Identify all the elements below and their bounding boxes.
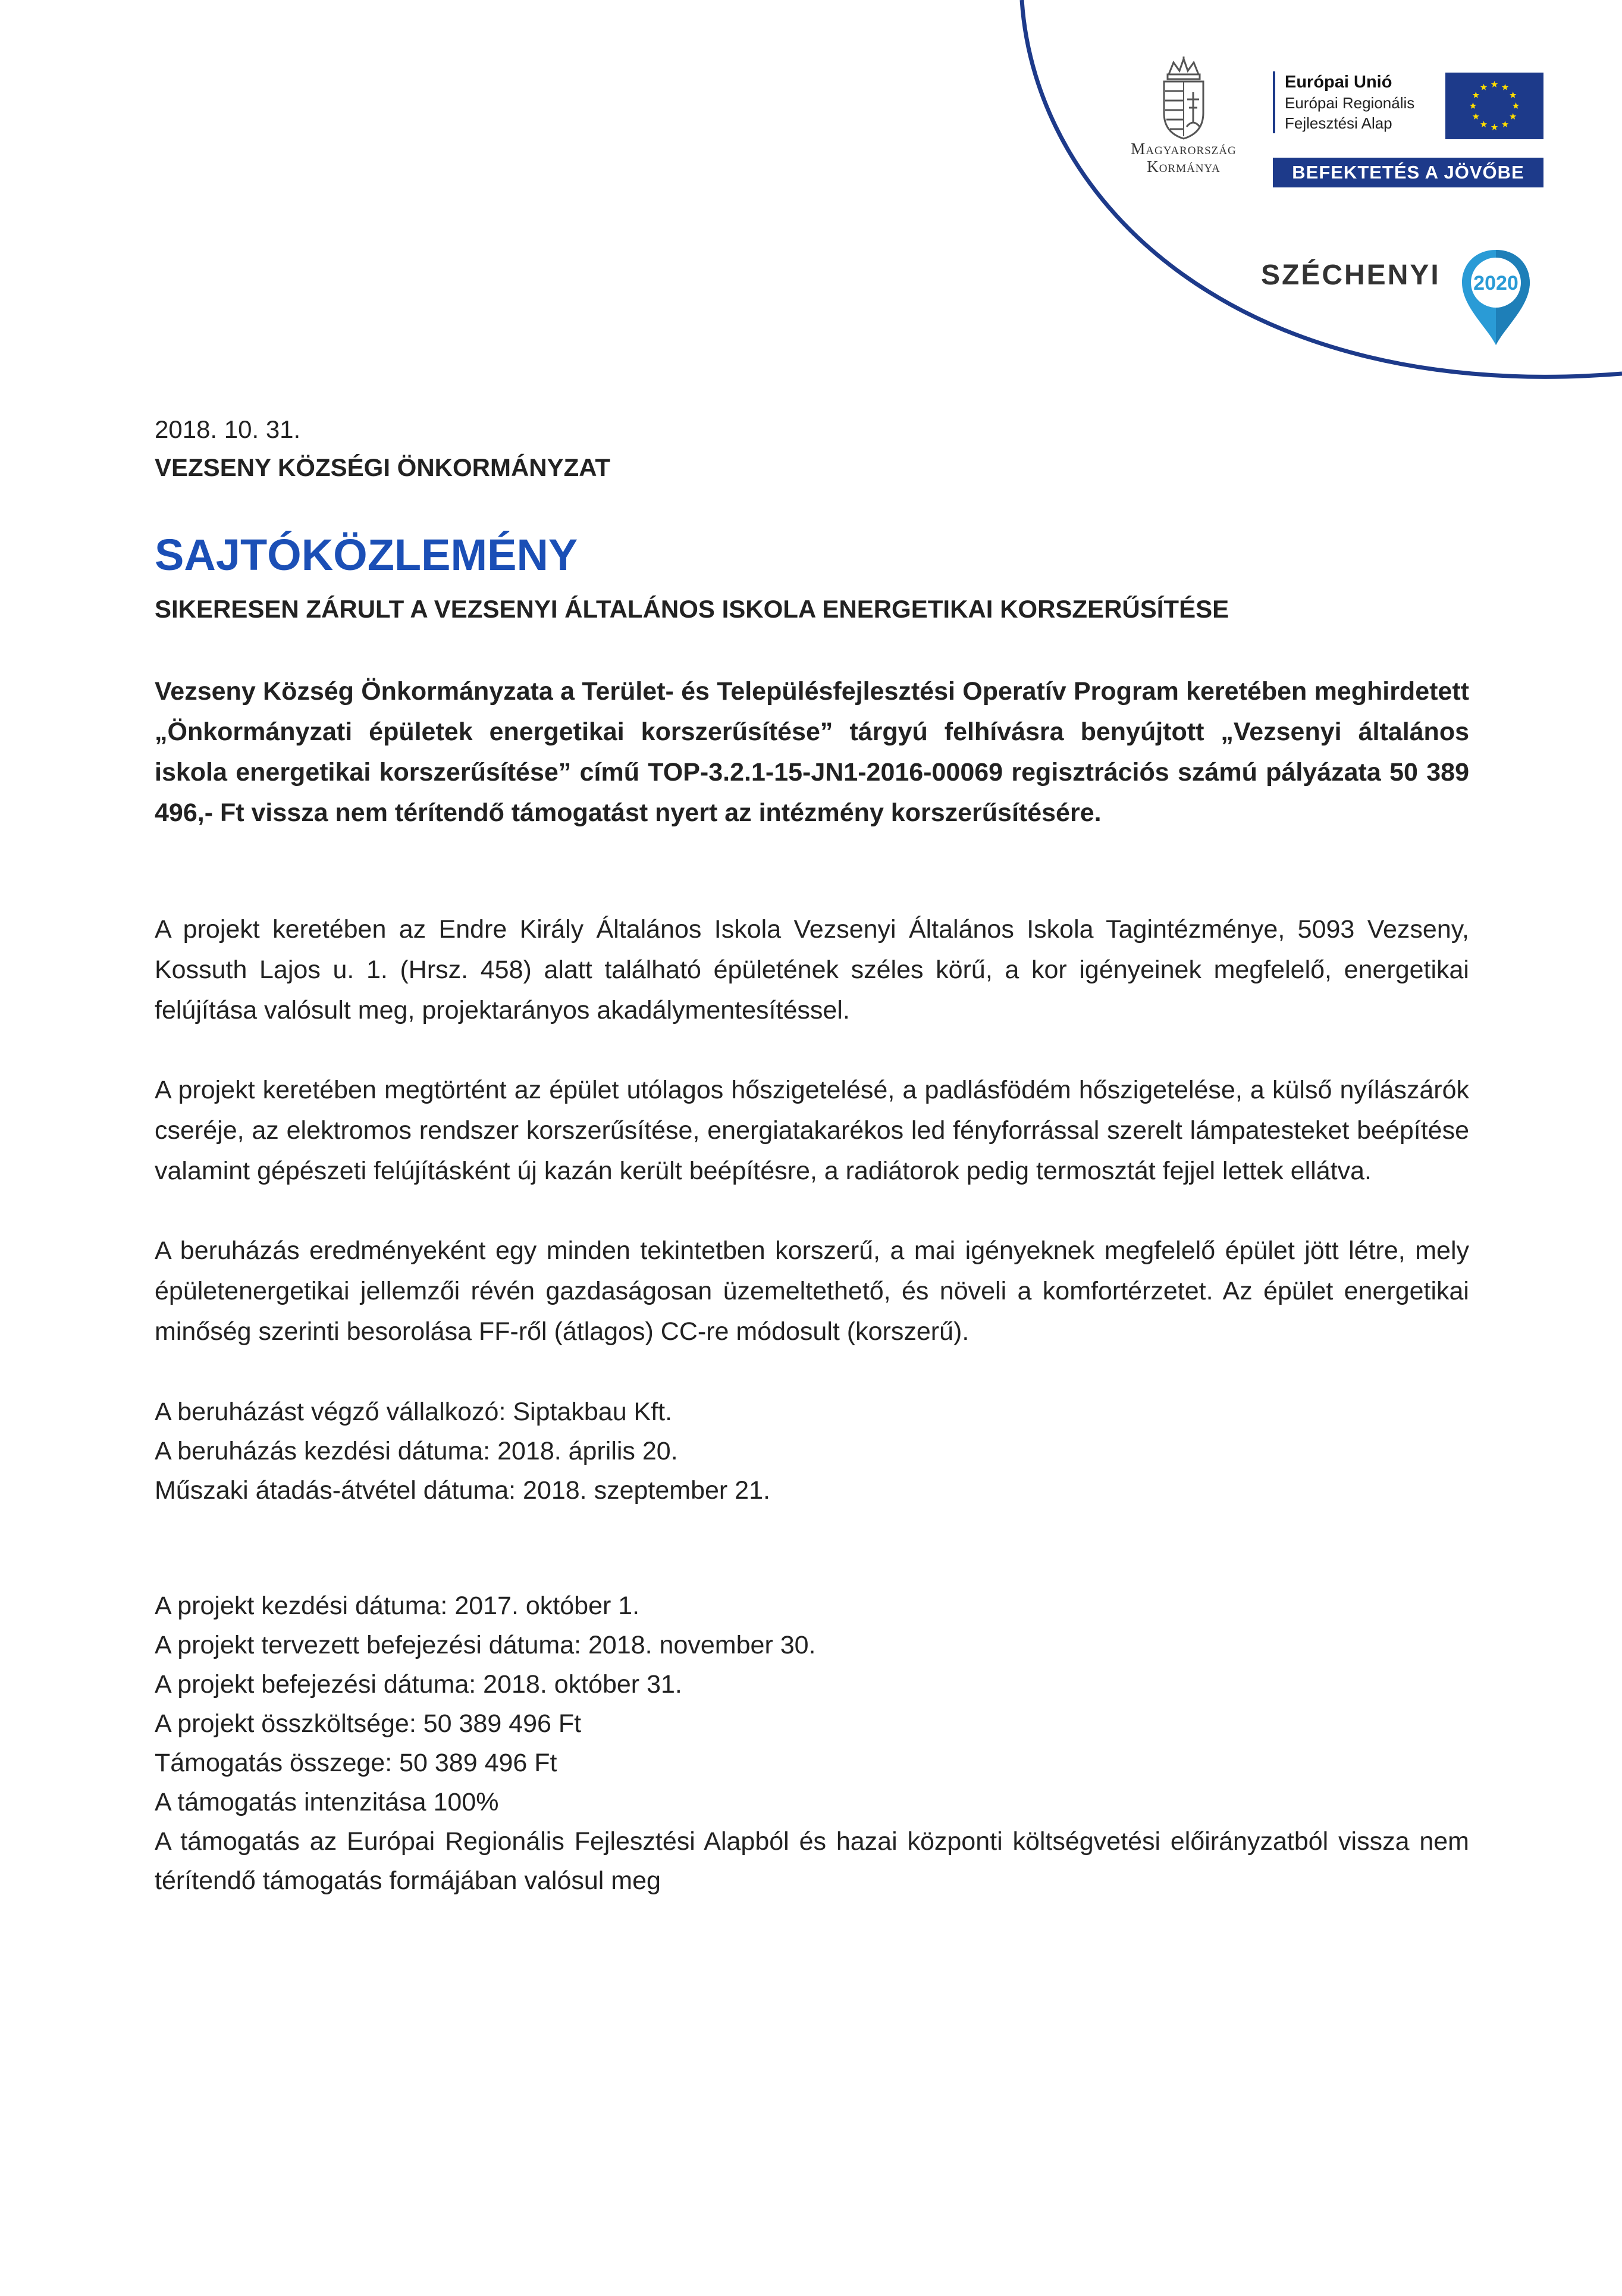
issuer: VEZSENY KÖZSÉGI ÖNKORMÁNYZAT bbox=[155, 453, 611, 481]
gov-logo-line1: Magyarország bbox=[1131, 140, 1237, 158]
eu-title: Európai Unió bbox=[1285, 73, 1392, 92]
szechenyi-wordmark: SZÉCHENYI bbox=[1261, 259, 1441, 291]
press-release bbox=[155, 411, 1469, 1900]
eu-flag-icon bbox=[1445, 73, 1543, 139]
eu-star bbox=[1473, 92, 1479, 98]
eu-star bbox=[1502, 84, 1508, 90]
info-line: A beruházás kezdési dátuma: 2018. április 20. bbox=[155, 1437, 678, 1465]
info-line: A projekt kezdési dátuma: 2017. október 1. bbox=[155, 1592, 640, 1620]
map-pin-icon bbox=[1457, 247, 1535, 348]
info-line: Műszaki átadás-átvétel dátuma: 2018. szeptember 21. bbox=[155, 1476, 770, 1505]
info-line: A projekt összköltsége: 50 389 496 Ft bbox=[155, 1709, 582, 1738]
lead-paragraph: Vezseny Község Önkormányzata a Terület- és Településfejlesztési Operatív Program keretében meghirdetett „Önkormányzati épületek energetikai korszerűsítése” tárgyú felhívásra benyújtott „Vezsenyi általános iskola energetikai korszerűsítése” című TOP-3.2.1-15-JN1-2016-00069 regisztrációs számú pályázata 50 389 496,- Ft vissza nem térítendő támogatást nyert az intézmény korszerűsítésére. bbox=[155, 677, 1469, 827]
info-line: A projekt tervezett befejezési dátuma: 2018. november 30. bbox=[155, 1631, 816, 1659]
body-paragraph: A projekt keretében megtörtént az épület utólagos hőszigetelésé, a padlásfödém hőszigetelése, a külső nyílászárók cseréje, az elektromos rendszer korszerűsítése, energiatakarékos led fényforrással szerelt lámpatesteket beépítése valamint gépészeti felújításként új kazán került beépítésre, a radiátorok pedig termosztát fejjel lettek ellátva. bbox=[155, 1076, 1469, 1185]
info-line: A projekt befejezési dátuma: 2018. október 31. bbox=[155, 1670, 682, 1699]
eu-star bbox=[1473, 113, 1479, 120]
eu-subtitle-line1: Európai Regionális bbox=[1285, 94, 1415, 112]
document-subtitle: SIKERESEN ZÁRULT A VEZSENYI ÁLTALÁNOS ISKOLA ENERGETIKAI KORSZERŰSÍTÉSE bbox=[155, 595, 1229, 623]
project-info bbox=[155, 1586, 1469, 1900]
eu-star bbox=[1510, 92, 1516, 98]
release-date: 2018. 10. 31. bbox=[155, 415, 301, 443]
eu-star bbox=[1502, 121, 1508, 127]
eu-banner: BEFEKTETÉS A JÖVŐBE bbox=[1273, 158, 1543, 187]
body-paragraph: A projekt keretében az Endre Király Általános Iskola Vezsenyi Általános Iskola Tagintézménye, 5093 Vezseny, Kossuth Lajos u. 1. (Hrsz. 458) alatt található épületének széles körű, a kor igényeinek megfelelő, energetikai felújítása valósult meg, projektarányos akadálymentesítéssel. bbox=[155, 915, 1469, 1025]
body-paragraph: A beruházás eredményeként egy minden tekintetben korszerű, a mai igényeknek megfelelő épület jött létre, mely épületenergetikai jellemzői révén gazdaságosan üzemeltethető, és növeli a komfortérzetet. Az épület energetikai minőség szerinti besorolása FF-ről (átlagos) CC-re módosult (korszerű). bbox=[155, 1236, 1469, 1346]
eu-star bbox=[1480, 121, 1487, 127]
header-arc bbox=[0, 0, 1622, 416]
eu-star bbox=[1491, 81, 1498, 87]
contractor-info bbox=[155, 1392, 1469, 1510]
eu-star bbox=[1510, 113, 1516, 120]
info-line: Támogatás összege: 50 389 496 Ft bbox=[155, 1749, 557, 1777]
eu-text bbox=[1273, 71, 1445, 133]
eu-star bbox=[1491, 124, 1498, 130]
info-line: A beruházást végző vállalkozó: Siptakbau Kft. bbox=[155, 1398, 673, 1426]
szechenyi-year: 2020 bbox=[1473, 272, 1519, 295]
eu-star bbox=[1480, 84, 1487, 90]
gov-logo-line2: Kormánya bbox=[1147, 158, 1221, 176]
coat-of-arms-icon bbox=[1157, 57, 1210, 140]
eu-star bbox=[1470, 102, 1476, 109]
info-line: A támogatás az Európai Regionális Fejlesztési Alapból és hazai központi költségvetési előirányzatból vissza nem térítendő támogatás formájában valósul meg bbox=[155, 1827, 1469, 1895]
document-title: SAJTÓKÖZLEMÉNY bbox=[155, 530, 578, 580]
szechenyi-2020-logo bbox=[1261, 247, 1535, 342]
hungarian-government-logo bbox=[1106, 57, 1261, 176]
eu-subtitle-line2: Fejlesztési Alap bbox=[1285, 114, 1392, 132]
eu-star bbox=[1513, 102, 1519, 109]
info-line: A támogatás intenzitása 100% bbox=[155, 1788, 499, 1816]
